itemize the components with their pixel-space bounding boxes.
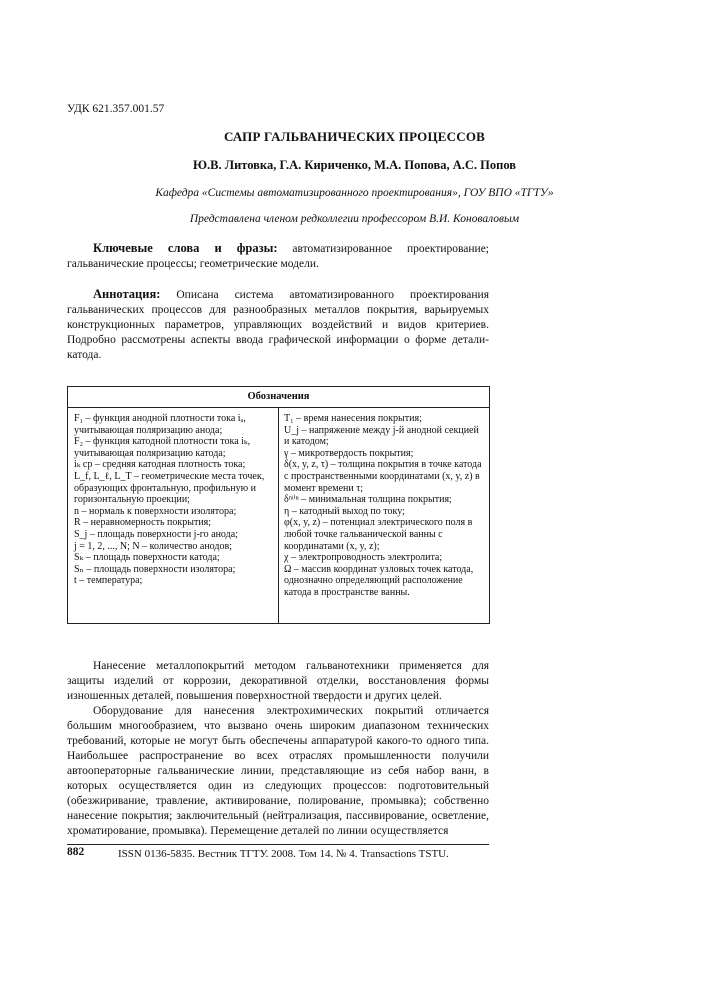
notation-item: T₁ – время нанесения покрытия; — [284, 413, 422, 424]
authors: Ю.В. Литовка, Г.А. Кириченко, М.А. Попова, А.С. Попов — [192, 158, 517, 172]
notation-left-column — [74, 408, 272, 587]
page-number: 882 — [67, 846, 85, 858]
body-paragraph: Нанесение металлопокрытий методом гальванотехники применяется для защиты изделий от коррозии, декоративной отделки, восстановления формы изношенных деталей, повышения поверхностной твердости и других целей. — [67, 660, 489, 702]
notation-divider — [278, 407, 279, 623]
notation-item: F₂ – функция катодной плотности тока iₖ, учитывающая поляризацию катода; — [74, 436, 251, 459]
body-text — [67, 659, 489, 839]
notation-item: χ – электропроводность электролита; — [284, 552, 443, 564]
notation-box — [67, 386, 490, 624]
notation-item: δ(x, y, z, τ) – толщина покрытия в точке катода с пространственными координатами (x, y, z) в момент времени τ; — [284, 459, 482, 494]
notation-item: Sₖ – площадь поверхности катода; — [74, 552, 220, 564]
notation-item: δᵐⁱⁿ – минимальная толщина покрытия; — [284, 494, 452, 506]
notation-item: R – неравномерность покрытия; — [74, 517, 212, 529]
keywords — [67, 241, 489, 272]
notation-item: Ω – массив координат узловых точек катода, однозначно определяющий расположение катода в пространстве ванны. — [284, 563, 474, 598]
notation-item: φ(x, y, z) – потенциал электрического поля в любой точке гальванической ванны с координатами (x, y, z); — [284, 517, 473, 552]
abstract-text: Описана система автоматизированного проектирования гальванических процессов для разнообразных металлов покрытия, варьируемых конструкционных параметров, управляющих воздействий и видов критериев. Подробно рассмотрены аспекты ввода графической информации о форме детали-катода. — [67, 289, 489, 361]
footer-rule — [67, 844, 489, 845]
notation-heading: Обозначения — [68, 387, 489, 408]
department: Кафедра «Системы автоматизированного проектирования», ГОУ ВПО «ТГТУ» — [155, 187, 554, 199]
notation-item: L_f, L_ℓ, L_T – геометрические места точек, образующих фронтальную, профильную и горизонтальную проекции; — [74, 470, 265, 506]
abstract — [67, 287, 489, 363]
notation-item: iₖ ср – средняя катодная плотность тока; — [74, 459, 246, 471]
notation-item: η – катодный выход по току; — [284, 505, 405, 517]
notation-item: S_j – площадь поверхности j-го анода; — [74, 528, 238, 540]
notation-item: Sₙ – площадь поверхности изолятора; — [74, 563, 236, 575]
presented-by: Представлена членом редколлегии профессором В.И. Коноваловым — [189, 213, 520, 225]
notation-item: t – температура; — [74, 575, 143, 587]
keywords-text: автоматизированное проектирование; гальванические процессы; геометрические модели. — [67, 243, 490, 270]
notation-right-column — [284, 408, 484, 599]
notation-item: n – нормаль к поверхности изолятора; — [74, 505, 237, 517]
article-title: САПР ГАЛЬВАНИЧЕСКИХ ПРОЦЕССОВ — [223, 129, 486, 144]
journal-info: ISSN 0136-5835. Вестник ТГТУ. 2008. Том 14. № 4. Transactions TSTU. — [118, 848, 449, 860]
notation-item: U_j – напряжение между j-й анодной секцией и катодом; — [284, 424, 479, 448]
notation-item: F₁ – функция анодной плотности тока iₐ, учитывающая поляризацию анода; — [74, 413, 246, 436]
abstract-label: Аннотация: — [93, 287, 161, 301]
body-paragraph: Оборудование для нанесения электрохимических покрытий отличается большим многообразием, что вызвано очень широким диапазоном технических требований, которые не могут быть обеспечены аппаратурой какого-то одного типа. Наибольшее распространение во всех отраслях промышленности получили автооператорные гальванические линии, представляющие из себя набор ванн, в которых осуществляется один из следующих процессов: подготовительный (обезжиривание, травление, активирование, полирование, промывка); собственно нанесение покрытия; заключительный (нейтрализация, пассивирование, осветление, хроматирование, промывка). Перемещение деталей по линии осуществляется — [67, 705, 489, 837]
udk-code: УДК 621.357.001.57 — [67, 103, 165, 115]
notation-item: j = 1, 2, ..., N; N – количество анодов; — [74, 540, 232, 552]
notation-item: γ – микротвердость покрытия; — [284, 447, 414, 459]
keywords-label: Ключевые слова и фразы: — [93, 241, 278, 255]
